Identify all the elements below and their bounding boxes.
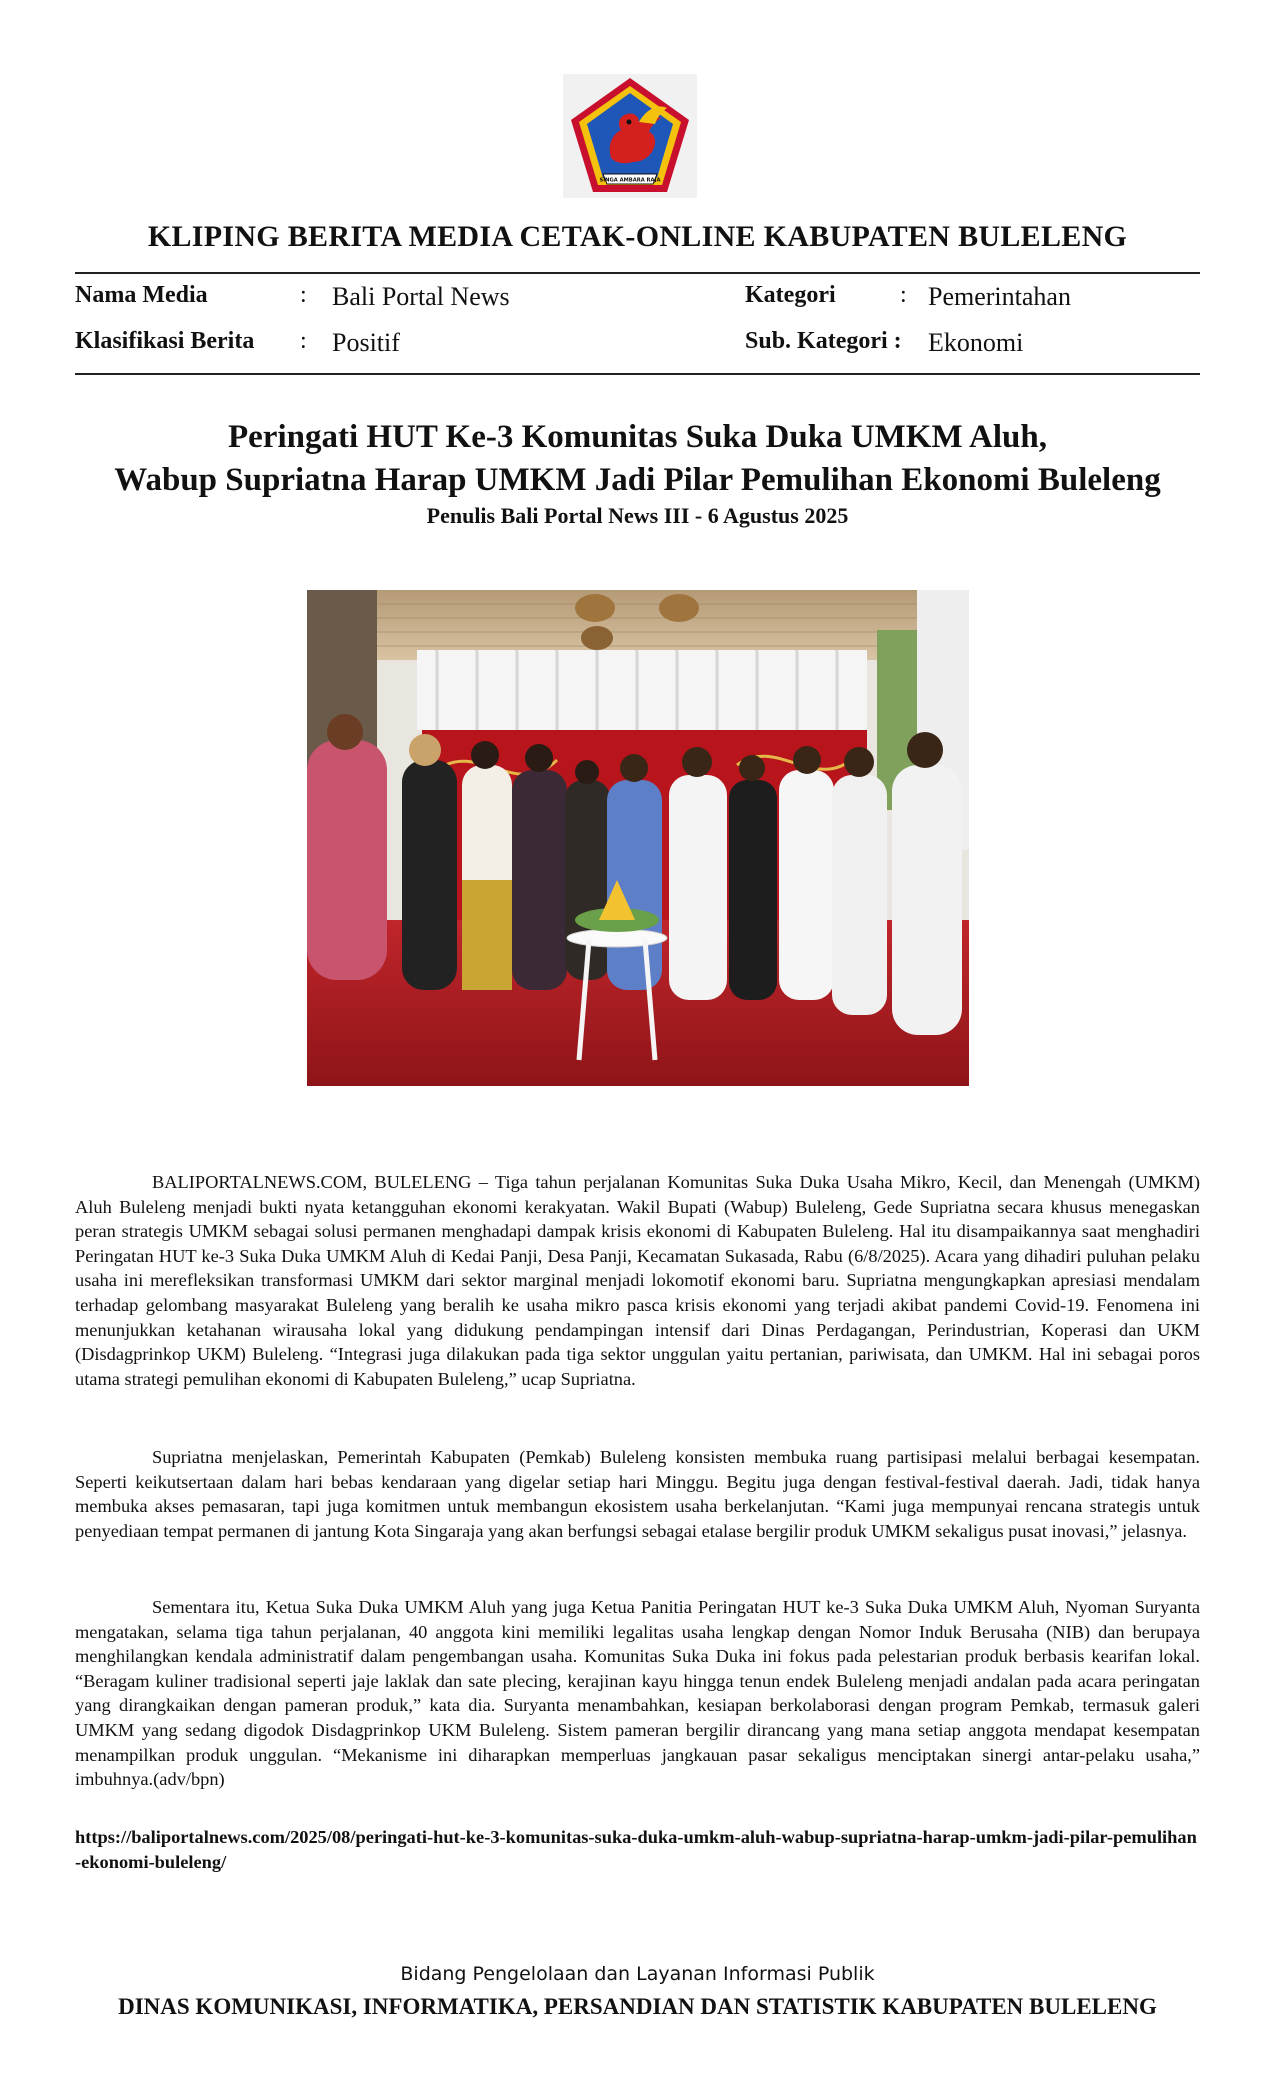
byline: Penulis Bali Portal News III - 6 Agustus 2025 xyxy=(426,503,849,528)
article-paragraph xyxy=(75,1445,1200,1543)
media-value: Bali Portal News xyxy=(332,282,510,311)
buleleng-regency-emblem xyxy=(563,74,697,198)
buleleng-regency-emblem-icon xyxy=(563,74,697,198)
article-paragraph xyxy=(75,1170,1200,1391)
divider xyxy=(75,373,1200,375)
media-colon: : xyxy=(300,282,307,308)
classification-value: Positif xyxy=(332,328,400,357)
headline-line1: Peringati HUT Ke-3 Komunitas Suka Duka UMKM Aluh, xyxy=(228,419,1047,455)
classification-colon: : xyxy=(300,328,307,354)
footer-division: Bidang Pengelolaan dan Layanan Informasi Publik xyxy=(400,1963,875,1985)
headline-line2: Wabup Supriatna Harap UMKM Jadi Pilar Pemulihan Ekonomi Buleleng xyxy=(114,462,1161,498)
media-label: Nama Media xyxy=(75,282,208,308)
source-url-link[interactable]: https://baliportalnews.com/2025/08/peringati-hut-ke-3-komunitas-suka-duka-umkm-aluh-wabup-supriatna-harap-umkm-jadi-pilar-pemulihan-ekonomi-buleleng/ xyxy=(75,1827,1197,1872)
article-paragraph-2: Supriatna menjelaskan, Pemerintah Kabupaten (Pemkab) Buleleng konsisten membuka ruang partisipasi melalui berbagai kesempatan. Seperti keikutsertaan dalam hari bebas kendaraan yang digelar setiap hari Minggu. Begitu juga dengan festival-festival daerah. Jadi, tidak hanya membuka akses pemasaran, tapi juga komitmen untuk membangun ekosistem usaha berkelanjutan. “Kami juga mempunyai rencana strategis untuk penyediaan tempat permanen di jantung Kota Singaraja yang akan berfungsi sebagai etalase bergilir produk UMKM sekaligus pusat inovasi,” jelasnya. xyxy=(75,1447,1200,1541)
subcategory-label: Sub. Kategori : xyxy=(745,328,902,354)
category-colon: : xyxy=(900,282,907,308)
document-title: KLIPING BERITA MEDIA CETAK-ONLINE KABUPATEN BULELENG xyxy=(147,220,1128,253)
divider xyxy=(75,272,1200,274)
footer-agency: DINAS KOMUNIKASI, INFORMATIKA, PERSANDIAN DAN STATISTIK KABUPATEN BULELENG xyxy=(118,1994,1157,2019)
category-value: Pemerintahan xyxy=(928,282,1071,311)
classification-label: Klasifikasi Berita xyxy=(75,328,255,354)
article-paragraph-3: Sementara itu, Ketua Suka Duka UMKM Aluh yang juga Ketua Panitia Peringatan HUT ke-3 Suka Duka UMKM Aluh, Nyoman Suryanta mengatakan, selama tiga tahun perjalanan, 40 anggota kini memiliki legalitas usaha lengkap dengan Nomor Induk Berusaha (NIB) dan berupaya menghilangkan kendala administratif dalam pengembangan usaha. Komunitas Suka Duka ini fokus pada pelestarian produk berbasis kearifan lokal. “Beragam kuliner tradisional seperti jaje laklak dan sate plecing, kerajinan kayu hingga tenun endek Buleleng menjadi andalan pada acara peringatan yang dirangkaikan dengan pameran produk,” kata dia. Suryanta menambahkan, kesiapan berkolaborasi dengan program Pemkab, termasuk galeri UMKM yang sedang digodok Disdagprinkop UKM Buleleng. Sistem pameran bergilir dirancang yang mana setiap anggota mendapat kesempatan menampilkan produk unggulan. “Mekanisme ini diharapkan memperluas jangkauan pasar sekaligus menciptakan sinergi antar-pelaku usaha,” imbuhnya.(adv/bpn) xyxy=(75,1597,1200,1790)
article-paragraph-1: BALIPORTALNEWS.COM, BULELENG – Tiga tahun perjalanan Komunitas Suka Duka Usaha Mikro, Kecil, dan Menengah (UMKM) Aluh Buleleng menjadi bukti nyata ketangguhan ekonomi kerakyatan. Wakil Bupati (Wabup) Buleleng, Gede Supriatna secara khusus menegaskan peran strategis UMKM sebagai solusi permanen menghadapi dampak krisis ekonomi di Kabupaten Buleleng. Hal itu disampaikannya saat menghadiri Peringatan HUT ke-3 Suka Duka UMKM Aluh di Kedai Panji, Desa Panji, Kecamatan Sukasada, Rabu (6/8/2025). Acara yang dihadiri puluhan pelaku usaha ini merefleksikan transformasi UMKM dari sektor marginal menjadi lokomotif ekonomi baru. Supriatna mengungkapkan apresiasi mendalam terhadap gelombang masyarakat Buleleng yang beralih ke usaha mikro pasca krisis ekonomi yang terjadi akibat pandemi Covid-19. Fenomena ini menunjukkan ketahanan wirausaha lokal yang didukung pendampingan intensif dari Dinas Perdagangan, Perindustrian, Koperasi dan UKM (Disdagprinkop UKM) Buleleng. “Integrasi juga dilakukan pada tiga sektor unggulan yaitu pertanian, pariwisata, dan UMKM. Hal ini sebagai poros utama strategi pemulihan ekonomi di Kabupaten Buleleng,” ucap Supriatna. xyxy=(75,1172,1200,1389)
event-photo xyxy=(307,590,969,1086)
category-label: Kategori xyxy=(745,282,836,308)
subcategory-value: Ekonomi xyxy=(928,328,1024,357)
emblem-motto: SINGA AMBARA RAJA xyxy=(599,177,661,184)
article-paragraph xyxy=(75,1595,1200,1792)
